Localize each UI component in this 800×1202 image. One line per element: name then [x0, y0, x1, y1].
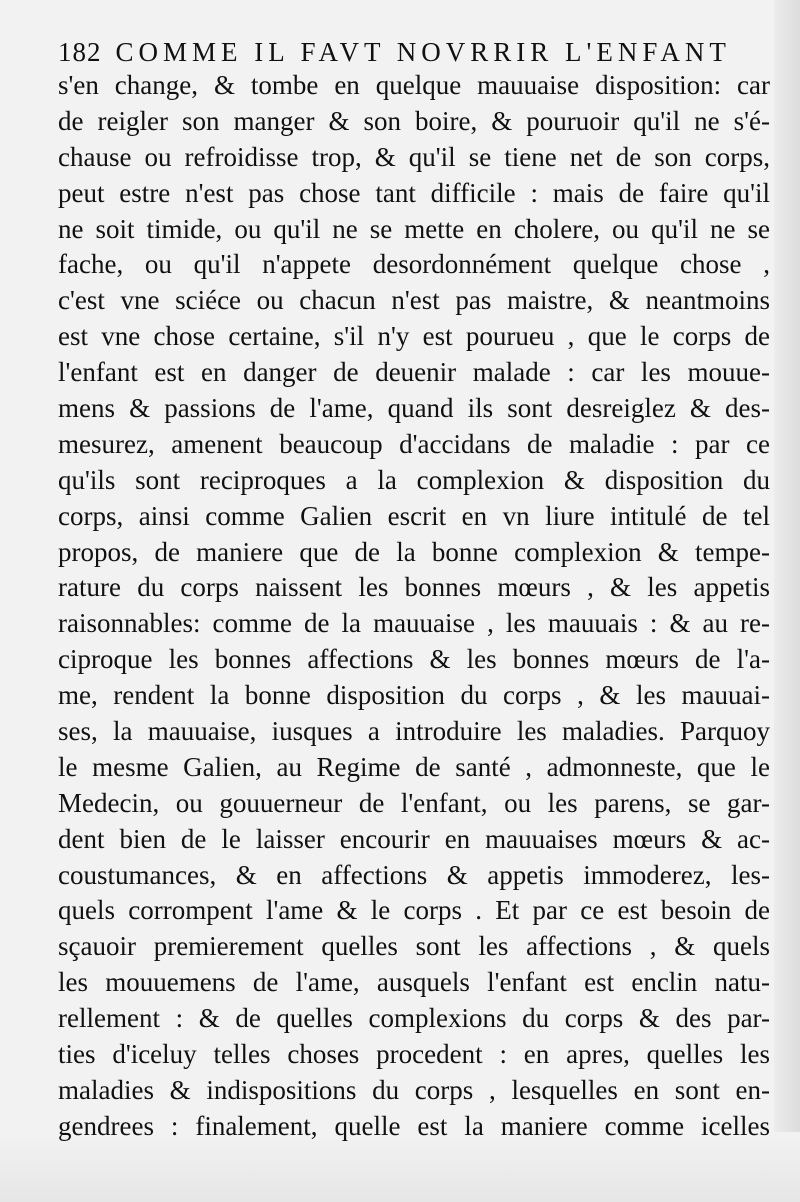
text-line: sçauoir premierement quelles sont les affections , & quels [58, 931, 770, 962]
text-line: les mouuemens de l'ame, ausquels l'enfant est enclin natu- [58, 967, 770, 998]
text-line: gendrees : finalement, quelle est la maniere comme icelles [58, 1110, 770, 1141]
text-line: propos, de maniere que de la bonne complexion & tempe- [58, 536, 770, 567]
text-line: ne soit timide, ou qu'il ne se mette en cholere, ou qu'il ne se [58, 213, 770, 244]
text-line: maladies & indispositions du corps , lesquelles en sont en- [58, 1074, 770, 1105]
text-line: c'est vne sciéce ou chacun n'est pas maistre, & neantmoins [58, 285, 770, 316]
book-page [58, 22, 770, 1145]
text-line: le mesme Galien, au Regime de santé , admonneste, que le [58, 751, 770, 782]
text-line: ties d'iceluy telles choses procedent : en apres, quelles les [58, 1039, 770, 1070]
scan-edge [774, 0, 800, 1202]
text-line: fache, ou qu'il n'appete desordonnément quelque chose , [58, 249, 770, 280]
text-line: rellement : & de quelles complexions du corps & des par- [58, 1003, 770, 1034]
text-line: mens & passions de l'ame, quand ils sont desreiglez & des- [58, 393, 770, 424]
page-number: 182 [58, 37, 102, 67]
body-text [58, 68, 770, 1145]
text-line: qu'ils sont reciproques a la complexion & disposition du [58, 464, 770, 495]
text-line: est vne chose certaine, s'il n'y est pourueu , que le corps de [58, 321, 770, 352]
text-line: s'en change, & tombe en quelque mauuaise disposition: car [58, 70, 770, 100]
text-line: de reigler son manger & son boire, & pouruoir qu'il ne s'é- [58, 105, 770, 136]
text-line: corps, ainsi comme Galien escrit en vn liure intitulé de tel [58, 500, 770, 531]
text-line: quels corrompent l'ame & le corps . Et par ce est besoin de [58, 895, 770, 926]
text-line: raisonnables: comme de la mauuaise , les mauuais : & au re- [58, 608, 770, 639]
text-line: l'enfant est en danger de deuenir malade : car les mouue- [58, 357, 770, 388]
text-line: dent bien de le laisser encourir en mauuaises mœurs & ac- [58, 823, 770, 854]
text-line: ciproque les bonnes affections & les bonnes mœurs de l'a- [58, 644, 770, 675]
text-line: ses, la mauuaise, iusques a introduire les maladies. Parquoy [58, 716, 770, 747]
text-line: rature du corps naissent les bonnes mœurs , & les appetis [58, 572, 770, 603]
text-line: coustumances, & en affections & appetis immoderez, les- [58, 859, 770, 890]
text-line: Medecin, ou gouuerneur de l'enfant, ou les parens, se gar- [58, 787, 770, 818]
text-line: chause ou refroidisse trop, & qu'il se tiene net de son corps, [58, 141, 770, 172]
text-line: me, rendent la bonne disposition du corps , & les mauuai- [58, 680, 770, 711]
running-title: COMME IL FAVT NOVRRIR L'ENFANT [115, 37, 731, 67]
text-line: peut estre n'est pas chose tant difficile : mais de faire qu'il [58, 177, 770, 208]
running-head [58, 22, 770, 68]
text-line: mesurez, amenent beaucoup d'accidans de maladie : par ce [58, 428, 770, 459]
